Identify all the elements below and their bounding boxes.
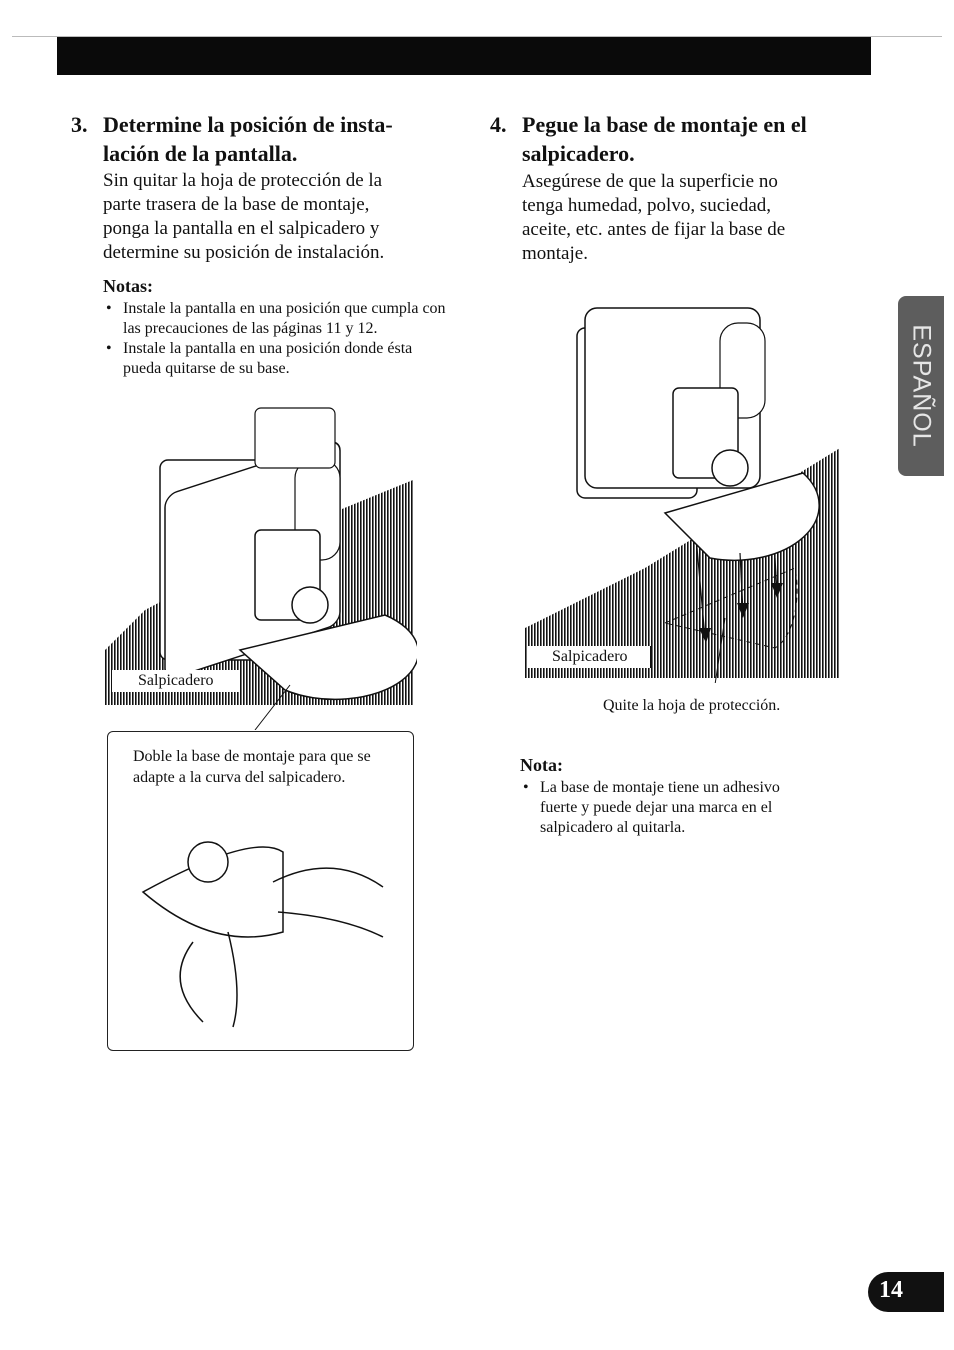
figure-caption: Quite la hoja de protección. xyxy=(603,697,781,714)
section-4-title-line2: salpicadero. xyxy=(522,141,635,166)
figure-attach-base xyxy=(525,268,840,683)
section-4-number: 4. xyxy=(490,112,507,137)
section-3-title-line1: Determine la posición de insta- xyxy=(103,112,393,137)
section-3-title-line2: lación de la pantalla. xyxy=(103,141,298,166)
dashboard-label: Salpicadero xyxy=(528,646,651,668)
inset-text: Doble la base de montaje para que se adapte a la curva del salpicadero. xyxy=(133,748,371,786)
section-3-body: Sin quitar la hoja de protección de la parte trasera de la base de montaje, ponga la pantalla en el salpicadero y determine su posición de instalación. xyxy=(103,170,385,263)
section-4-body: Asegúrese de que la superficie no tenga humedad, polvo, suciedad, aceite, etc. antes de fijar la base de montaje. xyxy=(522,171,786,264)
language-tab-label: ESPAÑOL xyxy=(907,324,936,448)
header-bar xyxy=(57,37,871,75)
mount-knob xyxy=(292,587,328,623)
note-item: • Instale la pantalla en una posición donde ésta pueda quitarse de su base. xyxy=(103,339,448,379)
page-number-badge xyxy=(868,1272,944,1312)
inset-box xyxy=(107,731,414,1051)
section-3-notes xyxy=(103,299,448,379)
right-hand xyxy=(273,868,383,937)
section-3-number: 3. xyxy=(71,112,88,137)
section-4-title-line1: Pegue la base de montaje en el xyxy=(522,112,807,137)
knob xyxy=(188,842,228,882)
page-number: 14 xyxy=(879,1277,903,1303)
note-item: • Instale la pantalla en una posición que cumpla con las precauciones de las páginas 11 y 12. xyxy=(103,299,448,339)
language-side-tab xyxy=(898,296,944,476)
figure-bend-base xyxy=(133,822,393,1032)
section-3-notes-title: Notas: xyxy=(103,276,153,296)
section-3-heading xyxy=(71,110,433,168)
note-item: • La base de montaje tiene un adhesivo fuerte y puede dejar una marca en el salpicadero al quitarla. xyxy=(520,778,820,838)
left-hand xyxy=(180,932,237,1027)
mount-knob xyxy=(712,450,748,486)
section-4-heading xyxy=(490,110,842,168)
section-4-notes xyxy=(520,778,820,838)
dashboard-label: Salpicadero xyxy=(112,670,241,692)
display-top xyxy=(255,408,335,468)
section-4-note-title: Nota: xyxy=(520,755,563,775)
